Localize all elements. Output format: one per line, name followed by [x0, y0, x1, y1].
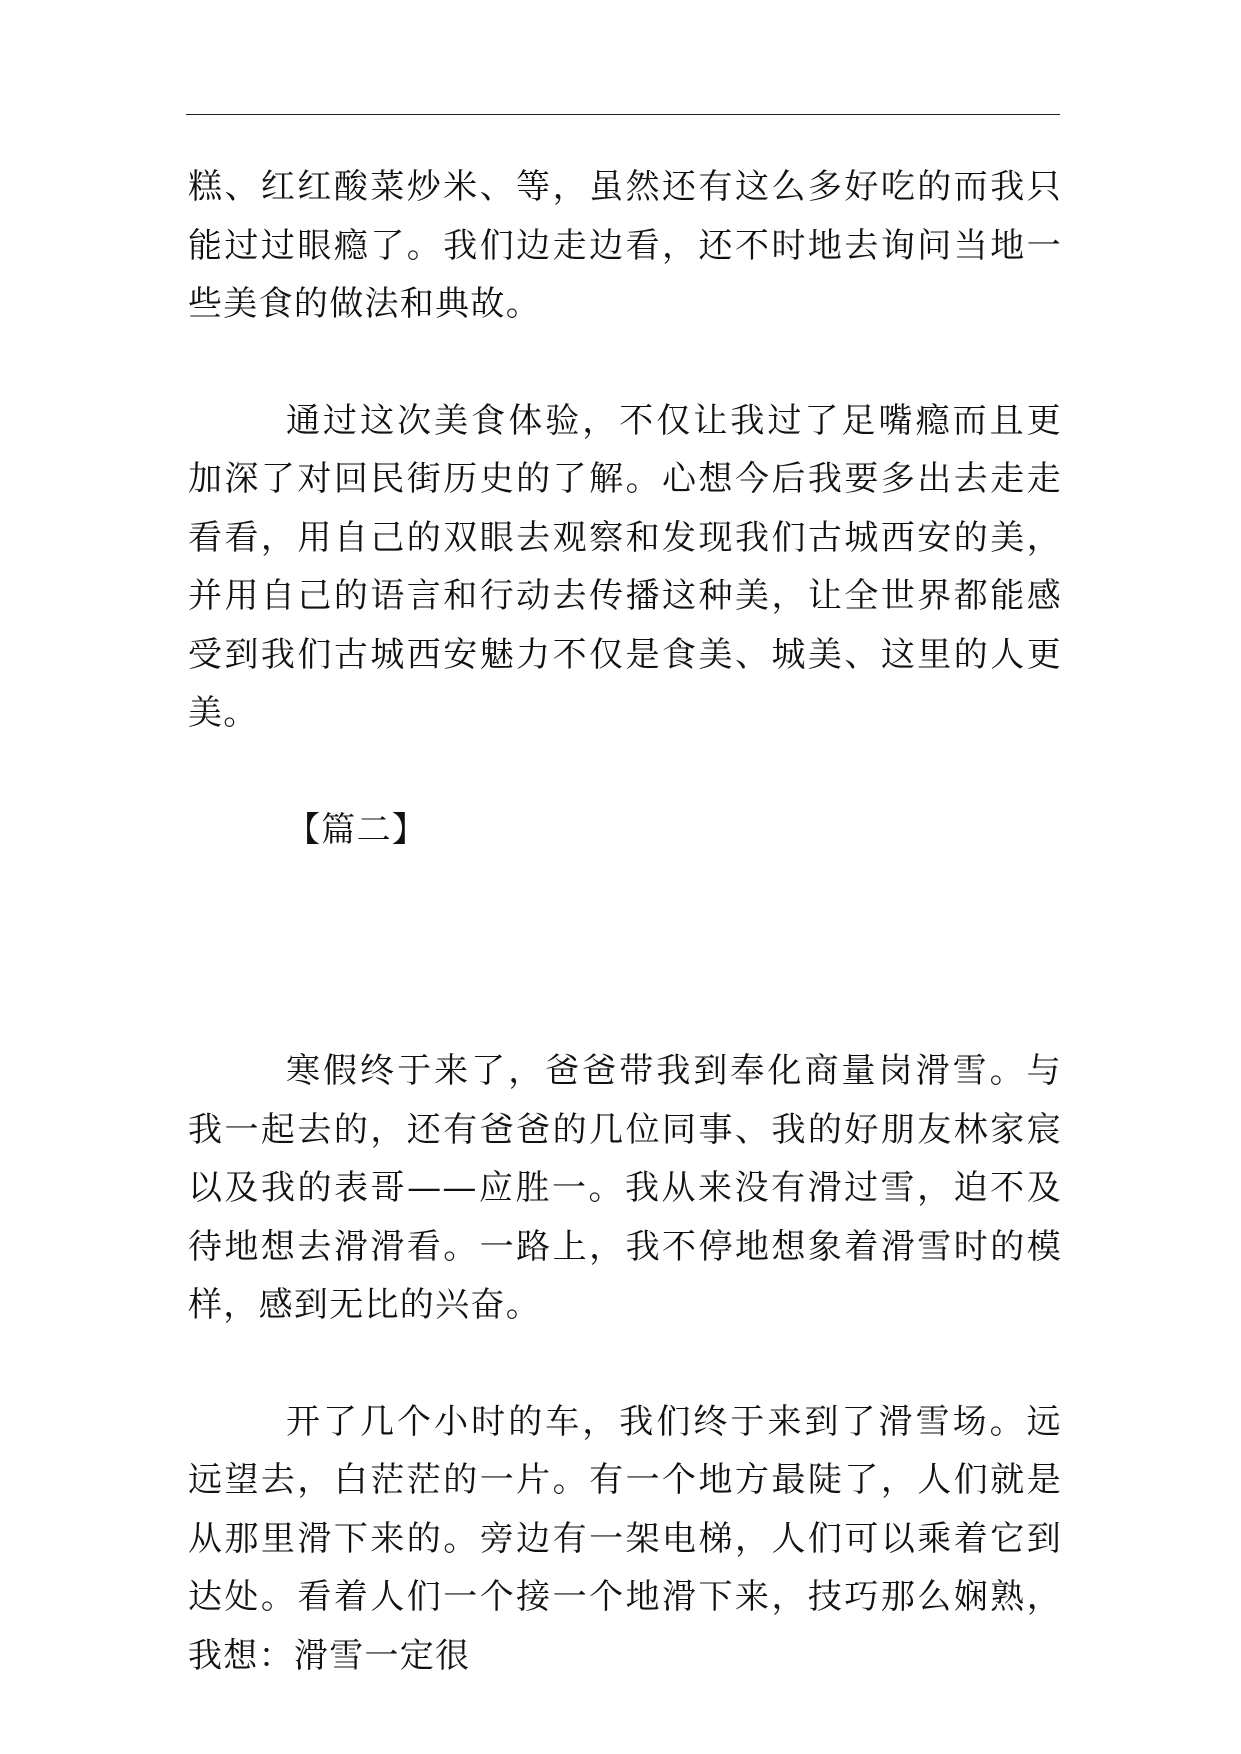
paragraph-winter-vacation: 寒假终于来了，爸爸带我到奉化商量岗滑雪。与我一起去的，还有爸爸的几位同事、我的好朋友林家宸以及我的表哥——应胜一。我从来没有滑过雪，迫不及待地想去滑滑看。一路上，我不停地想象着滑雪时的模样，感到无比的兴奋。: [188, 1051, 1062, 1325]
page-content: [188, 158, 1062, 1685]
paragraph-ski-resort: 开了几个小时的车，我们终于来到了滑雪场。远远望去，白茫茫的一片。有一个地方最陡了，人们就是从那里滑下来的。旁边有一架电梯，人们可以乘着它到达处。看着人们一个接一个地滑下来，技巧那么娴熟，我想：滑雪一定很: [188, 1401, 1062, 1676]
header-rule: [186, 114, 1060, 115]
paragraph-continued: 糕、红红酸菜炒米、等，虽然还有这么多好吃的而我只能过过眼瘾了。我们边走边看，还不时地去询问当地一些美食的做法和典故。: [188, 167, 1062, 324]
paragraph-food-experience: 通过这次美食体验，不仅让我过了足嘴瘾而且更加深了对回民街历史的了解。心想今后我要多出去走走看看，用自己的双眼去观察和发现我们古城西安的美，并用自己的语言和行动去传播这种美，让全世界都能感受到我们古城西安魅力不仅是食美、城美、这里的人更美。: [188, 400, 1062, 733]
section-heading: 【篇二】: [286, 809, 428, 850]
